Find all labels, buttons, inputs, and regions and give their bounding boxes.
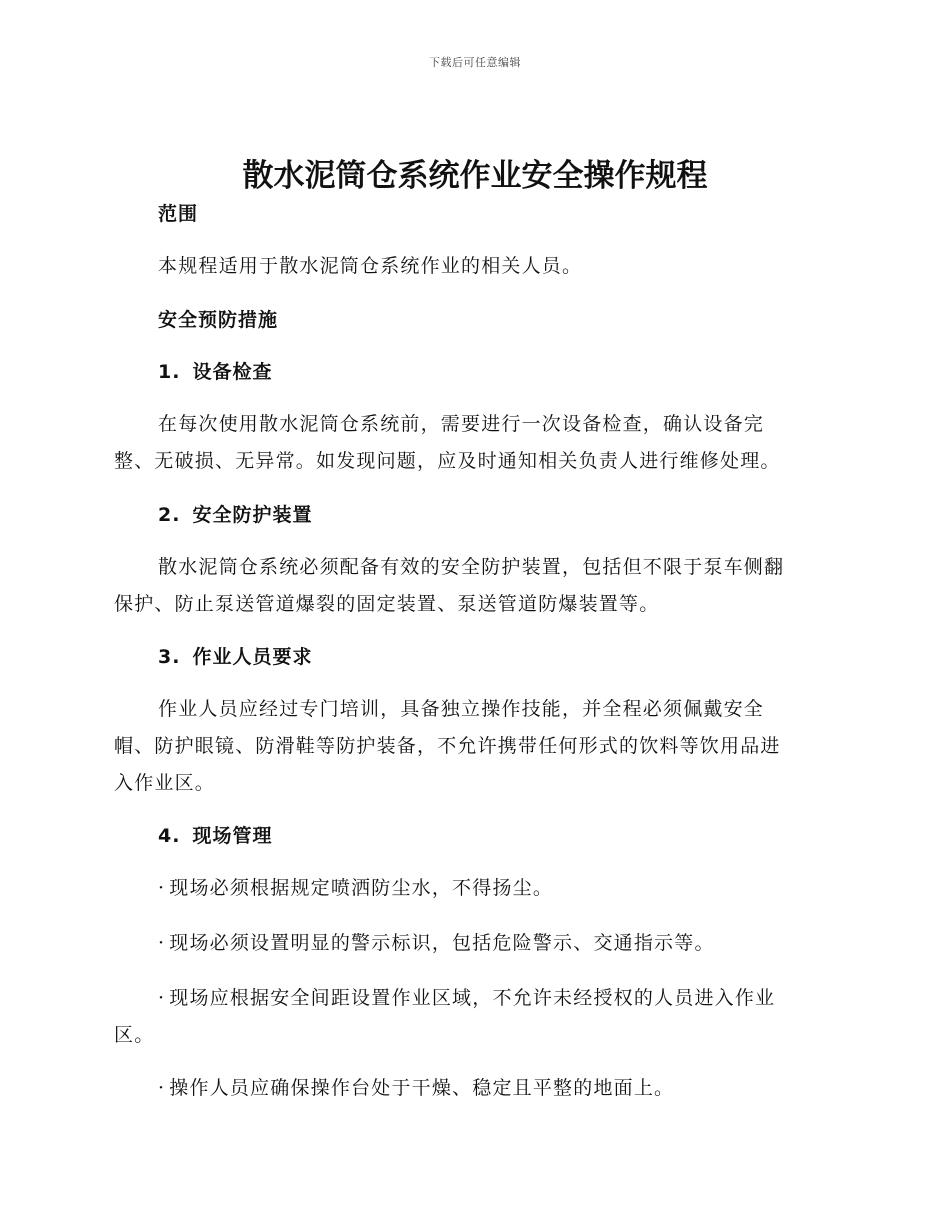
bullet-item xyxy=(158,1070,838,1107)
item-heading-safety-devices xyxy=(158,497,838,534)
bullet-text: 现场应根据安全间距设置作业区域，不允许未经授权的人员进入作业 xyxy=(169,987,776,1009)
bullet-text: 现场必须根据规定喷洒防尘水，不得扬尘。 xyxy=(169,877,554,899)
bullet-item xyxy=(158,870,838,907)
item-heading-site-management xyxy=(158,818,838,855)
paragraph-line: 整、无破损、无异常。如发现问题，应及时通知相关负责人进行维修处理。 xyxy=(114,450,781,472)
paragraph-line: 在每次使用散水泥筒仓系统前，需要进行一次设备检查，确认设备完 xyxy=(158,413,765,435)
paragraph-line: 帽、防护眼镜、防滑鞋等防护装备，不允许携带任何形式的饮料等饮用品进 xyxy=(114,735,781,757)
bullet-dot: · xyxy=(158,1077,166,1099)
safety-heading: 安全预防措施 xyxy=(158,309,279,331)
item-title: 安全防护装置 xyxy=(192,504,313,526)
bullet-text: 操作人员应确保操作台处于干燥、稳定且平整的地面上。 xyxy=(169,1077,675,1099)
item-title: 设备检查 xyxy=(192,361,273,383)
document-title: 散水泥筒仓系统作业安全操作规程 xyxy=(242,158,708,194)
scope-heading: 范围 xyxy=(158,203,199,225)
item-title: 作业人员要求 xyxy=(192,646,313,668)
bullet-dot: · xyxy=(158,877,166,899)
scope-body: 本规程适用于散水泥筒仓系统作业的相关人员。 xyxy=(158,255,583,277)
bullet-item xyxy=(158,980,838,1017)
item-heading-personnel-requirements xyxy=(158,639,838,676)
paragraph-line: 散水泥筒仓系统必须配备有效的安全防护装置，包括但不限于泵车侧翻 xyxy=(158,556,785,578)
item-number: 2. xyxy=(158,504,181,526)
item-number: 3. xyxy=(158,646,181,668)
bullet-dot: · xyxy=(158,932,166,954)
bullet-item xyxy=(158,925,838,962)
item-title: 现场管理 xyxy=(192,825,273,847)
item-heading-equipment-check xyxy=(158,354,838,391)
page-header-note: 下载后可任意编辑 xyxy=(429,56,521,69)
item-number: 1. xyxy=(158,361,181,383)
paragraph-line: 作业人员应经过专门培训，具备独立操作技能，并全程必须佩戴安全 xyxy=(158,698,765,720)
paragraph-line: 保护、防止泵送管道爆裂的固定装置、泵送管道防爆装置等。 xyxy=(114,593,660,615)
bullet-continuation: 区。 xyxy=(114,1024,155,1046)
bullet-dot: · xyxy=(158,987,166,1009)
item-number: 4. xyxy=(158,825,181,847)
bullet-text: 现场必须设置明显的警示标识，包括危险警示、交通指示等。 xyxy=(169,932,715,954)
paragraph-line: 入作业区。 xyxy=(114,772,216,794)
